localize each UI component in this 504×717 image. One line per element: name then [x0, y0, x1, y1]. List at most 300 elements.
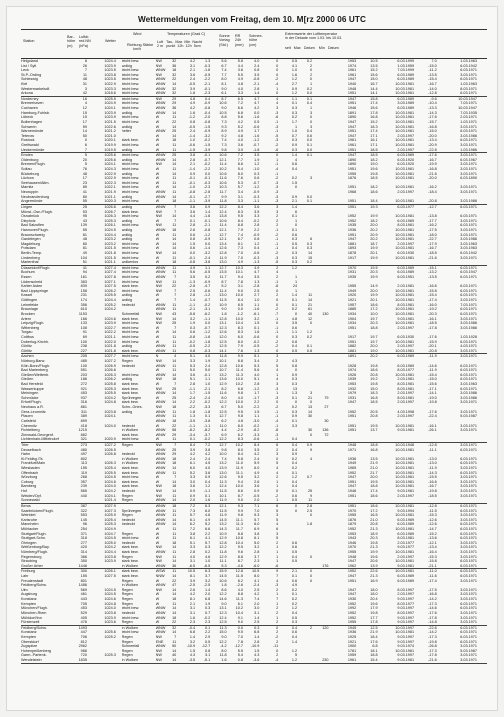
cell-td: -3.8	[203, 260, 211, 265]
cell-emaxd: 6.03.1989	[397, 270, 415, 275]
cell-emind: 6.03.1971	[460, 363, 477, 368]
cell-wx: leicht bew.	[121, 86, 140, 91]
cell-t: 3.2	[189, 316, 196, 321]
cell-baro: 357	[80, 479, 87, 484]
cell-tmin: 7.8	[237, 639, 243, 644]
cell-press: 1022.1	[104, 185, 116, 190]
cell-sun: 2	[276, 265, 279, 270]
cell-td: 3.2	[205, 578, 211, 583]
table-body	[21, 59, 487, 702]
cell-emin: -21.1	[428, 563, 437, 568]
cell-emin: -17.3	[428, 634, 437, 639]
cell-td: -5.1	[203, 658, 211, 662]
cell-tmax: 13.6	[219, 377, 227, 382]
cell-wx: stark bew.	[121, 549, 139, 554]
cell-tmax: 11.4	[219, 288, 227, 293]
cell-since: 1952	[347, 615, 357, 620]
cell-tmin: 9.1	[237, 615, 243, 620]
cell-t: 4.2	[189, 59, 196, 63]
cell-wx: Regen	[121, 493, 133, 498]
cell-rr: 0.3	[291, 334, 298, 339]
cell-td: 0.2	[205, 275, 211, 280]
cell-td: -2.2	[203, 77, 211, 82]
cell-t5: 0.6	[254, 176, 260, 181]
cell-emin: -15.0	[428, 63, 437, 68]
cell-emax: 19.7	[370, 334, 378, 339]
cell-wx: leicht bew.	[121, 190, 140, 195]
cell-tmin: 9.3	[237, 503, 243, 508]
cell-emax: 21.3	[370, 545, 378, 550]
cell-station: Nürnberg/Flugh.	[21, 549, 49, 554]
cell-sun: -2	[274, 339, 279, 344]
cell-press: 1024.6	[104, 479, 116, 484]
cell-station: Cuxhaven	[21, 106, 38, 111]
cell-emin: -22.8	[428, 147, 437, 152]
cell-wx: leicht bew.	[121, 119, 140, 124]
cell-tmin: 10.0	[235, 316, 243, 321]
cell-rr: 0.1	[291, 574, 298, 579]
cell-emaxd: 10.03.1948	[395, 442, 415, 447]
cell-wx: wolkig	[121, 409, 133, 414]
cell-emin: -21.6	[428, 658, 437, 662]
cell-ws: 11	[172, 368, 177, 373]
cell-emax: 13.5	[370, 63, 378, 68]
cell-press: 1022.9	[104, 176, 116, 181]
cell-td: 3.6	[205, 470, 211, 475]
cell-rr: 0.2	[291, 587, 298, 592]
cell-tmin: 9.4	[237, 275, 243, 280]
cell-ws: 11	[172, 167, 177, 172]
cell-since: 1952	[347, 526, 357, 531]
cell-wd: WNW	[155, 513, 166, 518]
cell-t5: -0.6	[252, 250, 260, 255]
cell-emax: 21.3	[370, 526, 378, 531]
cell-tmin: 8.8	[237, 554, 243, 559]
cell-wd: WNW	[155, 563, 166, 568]
cell-wd: W	[155, 578, 160, 583]
cell-ws: 11	[172, 536, 177, 541]
cell-emaxd: 6.03.1989	[397, 72, 415, 77]
cell-emax: 18.2	[370, 185, 378, 190]
cell-wx: leicht bew.	[121, 59, 140, 63]
cell-rr: 0.4	[291, 461, 298, 466]
cell-emax: 17.2	[370, 307, 378, 312]
cell-td: -0.9	[203, 129, 211, 134]
cell-emind: 6.03.1971	[460, 288, 477, 293]
cell-emax: 20.3	[370, 321, 378, 326]
cell-tmin: 9.0	[237, 620, 243, 625]
cell-press: 1026.9	[104, 363, 116, 368]
cell-t5: 6.1	[254, 536, 260, 541]
cell-emin: -14.3	[428, 470, 437, 475]
cell-press: 1022.0	[104, 339, 116, 344]
cell-baro: 81	[82, 232, 87, 237]
cell-wd: NW	[155, 250, 162, 255]
cell-td: -2.3	[203, 91, 211, 96]
cell-wx: leicht bew.	[121, 214, 140, 219]
cell-emind: 5.03.1987	[460, 414, 477, 419]
cell-since: 1939	[347, 377, 357, 382]
cell-station: Braunschweig	[21, 232, 45, 237]
cell-wd: WNW	[155, 363, 166, 368]
cell-t: -2.5	[188, 583, 196, 588]
cell-tmax: 11.6	[219, 176, 227, 181]
cell-td: 4.0	[205, 354, 211, 359]
cell-baro: 11	[83, 72, 87, 77]
cell-ws: 14	[172, 391, 177, 396]
cell-t: 1.9	[189, 321, 196, 326]
cell-wd: W	[155, 423, 160, 428]
cell-ws: 32	[172, 625, 177, 630]
cell-emax: 19.9	[370, 275, 378, 280]
cell-wx: leicht bew.	[121, 615, 140, 620]
cell-ws: 29	[172, 101, 177, 106]
cell-wd: NW	[155, 72, 162, 77]
cell-wd: WNW	[155, 470, 166, 475]
cell-emind: 1.03.1928	[460, 334, 477, 339]
cell-wd: W	[155, 180, 160, 185]
cell-t: 5.3	[189, 363, 196, 368]
cell-emax: 20.0	[370, 288, 378, 293]
cell-station: Gera-Leumnitz	[21, 409, 46, 414]
cell-wx: Regen	[121, 531, 133, 536]
station-group	[21, 504, 487, 570]
cell-wx: leicht bew.	[121, 180, 140, 185]
cell-wd: NW	[155, 442, 162, 447]
cell-wx: stark bew.	[121, 569, 139, 574]
cell-baro: 321	[80, 437, 87, 442]
cell-emax: 19.7	[370, 339, 378, 344]
cell-station: Stuttgart-Schn.	[21, 536, 47, 541]
cell-snow: 0	[310, 578, 313, 583]
cell-since: 1952	[347, 569, 357, 574]
cell-since: 1947	[347, 237, 357, 242]
cell-emind: 10.03.1947	[458, 106, 477, 111]
cell-since: 1885	[347, 307, 357, 312]
cell-wx: leicht bew.	[121, 101, 140, 106]
cell-sun: 1	[276, 545, 279, 550]
cell-wd: WNW	[155, 86, 166, 91]
cell-rr: 0.3	[291, 409, 298, 414]
cell-emin: -12.8	[428, 503, 437, 508]
cell-ws: 32	[172, 59, 177, 63]
cell-td: -0.2	[203, 437, 211, 442]
cell-td: -2.7	[203, 194, 211, 199]
cell-ws: 7	[174, 475, 177, 480]
cell-t5: -3.6	[252, 658, 260, 662]
cell-t5: 2.0	[254, 498, 260, 503]
cell-press: 1025.5	[104, 391, 116, 396]
cell-emaxd: 2.03.1997	[397, 133, 415, 138]
cell-tmin: 8.6	[237, 489, 243, 494]
cell-baro: 49	[82, 250, 87, 255]
cell-tmax: 12.1	[219, 157, 227, 162]
cell-sun: 0	[276, 400, 279, 405]
cell-emind: 3.03.1971	[460, 597, 477, 602]
cell-snow: 0.1	[306, 199, 313, 204]
cell-emind: 3.03.1986	[460, 237, 477, 242]
cell-emaxd: 10.03.1981	[395, 339, 415, 344]
cell-emin: -17.6	[428, 334, 437, 339]
cell-td: -1.5	[203, 142, 211, 147]
cell-baro: 91	[82, 330, 87, 335]
cell-press: 1024.5	[104, 587, 116, 592]
cell-sun: 3	[276, 382, 279, 387]
cell-press: 1026.2	[104, 377, 116, 382]
cell-tmax: 10.6	[219, 218, 227, 223]
cell-emaxd: 6.03.1920	[397, 157, 415, 162]
cell-emaxd: 10.03.1981	[395, 227, 415, 232]
cell-ws: 11	[172, 470, 177, 475]
cell-emin: -16.0	[428, 302, 437, 307]
cell-td: 0.4	[205, 96, 211, 101]
cell-since: 1955	[347, 549, 357, 554]
cell-wx: Schn.-Gries.	[121, 405, 143, 410]
cell-emax: 21.7	[370, 470, 378, 475]
cell-tmin: -2.6	[236, 583, 243, 588]
cell-tmin: 7.2	[237, 153, 243, 158]
cell-since: 1926	[347, 372, 357, 377]
cell-t: 0.0	[189, 250, 196, 255]
cell-since: 1935	[347, 275, 357, 280]
cell-tmin: 8.8	[237, 223, 243, 228]
cell-station: Berus	[21, 503, 31, 508]
cell-emind: 3.03.1971	[460, 644, 477, 649]
cell-station: Helgoland	[21, 59, 38, 63]
cell-tmax: 11.5	[219, 508, 227, 513]
cell-station: Norderney	[21, 96, 39, 101]
cell-station: Augsburg	[21, 592, 38, 597]
cell-emind: 3.03.1971	[460, 658, 477, 662]
cell-rr: 0.9	[291, 372, 298, 377]
cell-emaxd: 10.03.1981	[395, 456, 415, 461]
cell-baro: 161	[80, 275, 87, 280]
cell-since: 1953	[347, 531, 357, 536]
cell-press: 1021.5	[104, 255, 116, 260]
cell-wx: leicht bew.	[121, 82, 140, 87]
cell-td: 0.9	[205, 475, 211, 480]
cell-emaxd: 10.03.1981	[395, 298, 415, 303]
cell-station: Schwerin	[21, 124, 37, 129]
cell-emaxd: 10.03.1981	[395, 526, 415, 531]
cell-tmin: 9.0	[237, 498, 243, 503]
cell-t5: 1.5	[254, 321, 260, 326]
cell-tmax: 11.4	[219, 223, 227, 228]
cell-emind: 3.03.1971	[460, 489, 477, 494]
cell-td: -6.5	[203, 563, 211, 568]
cell-t5: 3.2	[254, 545, 260, 550]
cell-t: 5.1	[189, 377, 196, 382]
cell-emin: -18.4	[428, 190, 437, 195]
cell-ws: 18	[172, 260, 177, 265]
cell-baro: 23	[82, 180, 87, 185]
cell-snow: 3	[310, 391, 313, 396]
cell-rr: 0.6	[291, 493, 298, 498]
cell-since: 1952	[347, 214, 357, 219]
cell-t: 4.0	[189, 554, 196, 559]
cell-t: 2.8	[189, 157, 196, 162]
cell-since: 1961	[347, 138, 357, 143]
cell-tmin: 4.0	[237, 395, 243, 400]
cell-t5: -1.8	[252, 147, 260, 152]
cell-since: 1951	[347, 493, 357, 498]
cell-sun: 7	[276, 574, 279, 579]
cell-wx: bedeckt	[121, 363, 135, 368]
cell-wd: NW	[155, 284, 162, 289]
cell-station: Westermarkelsdf.	[21, 86, 51, 91]
cell-emind: 3.03.1963	[460, 241, 477, 246]
cell-t: -8.2	[188, 428, 196, 433]
cell-emin: -15.9	[428, 339, 437, 344]
cell-wx: leicht bew.	[121, 167, 140, 172]
cell-t5: 7.4	[254, 597, 260, 602]
cell-t5: 0.1	[254, 325, 260, 330]
cell-rr: 0.3	[291, 620, 298, 625]
cell-snowh: 27	[324, 405, 329, 410]
cell-emax: 19.9	[370, 549, 378, 554]
cell-press: 1026.8	[104, 452, 116, 457]
cell-sun: -5	[274, 133, 279, 138]
cell-baro: 15	[82, 110, 87, 115]
cell-press: 1025.3	[104, 218, 116, 223]
cell-press: 1023.8	[104, 610, 116, 615]
cell-t: -0.8	[188, 260, 196, 265]
cell-rr: 0.6	[291, 540, 298, 545]
cell-emin: 7.0	[431, 59, 437, 63]
cell-t: 3.1	[189, 559, 196, 564]
cell-sun: -3	[274, 583, 279, 588]
cell-wd: W	[155, 536, 160, 541]
cell-ws: 14	[172, 522, 177, 527]
cell-tmin: 4.4	[237, 63, 243, 68]
cell-emin: -14.6	[428, 363, 437, 368]
cell-sun: -1	[274, 423, 279, 428]
cell-tmin: 9.8	[237, 391, 243, 396]
cell-rr: 0.5	[291, 549, 298, 554]
cell-emin: -19.8	[428, 489, 437, 494]
cell-sun: -3	[274, 110, 279, 115]
cell-wd: WNW	[155, 194, 166, 199]
cell-td: 2.3	[205, 620, 211, 625]
cell-td: 4.0	[205, 466, 211, 471]
cell-emaxd: 10.03.1981	[395, 513, 415, 518]
cell-emin: -17.6	[428, 153, 437, 158]
cell-since: 1951	[347, 91, 357, 96]
cell-tmax: 1.8	[221, 583, 227, 588]
cell-ws: 18	[172, 540, 177, 545]
cell-rr: 0.1	[291, 302, 298, 307]
station-group	[21, 354, 487, 443]
cell-station: Zinnwald-Georgenf.	[21, 432, 54, 437]
cell-tmax: 13.1	[219, 606, 227, 611]
cell-wx: stark bew.	[121, 382, 139, 387]
col-header-wetter: Wetter	[105, 39, 116, 43]
cell-tmin: 0.8	[237, 658, 243, 662]
cell-emaxd: 2.03.1977	[397, 540, 415, 545]
cell-since: 1945	[347, 625, 357, 630]
cell-t5: -0.6	[252, 124, 260, 129]
cell-snow: 0.7	[306, 475, 313, 480]
cell-wd: W	[155, 620, 160, 625]
cell-since: 1951	[347, 199, 357, 204]
cell-t: -1.3	[188, 279, 196, 284]
cell-emin: -15.5	[428, 475, 437, 480]
cell-tmax: 13.2	[219, 461, 227, 466]
cell-press: 1026.5	[104, 447, 116, 452]
cell-tmax: 12.6	[219, 246, 227, 251]
cell-emin: -20.1	[428, 344, 437, 349]
cell-wd: NW	[155, 223, 162, 228]
cell-ws: 14	[172, 592, 177, 597]
cell-wd: W	[155, 339, 160, 344]
cell-rr: 0	[294, 223, 298, 228]
station-group	[21, 569, 487, 625]
cell-wd: NW	[155, 489, 162, 494]
cell-td: -12.7	[201, 644, 211, 649]
cell-since: 1951	[347, 204, 357, 209]
cell-td: 6.6	[205, 526, 211, 531]
cell-baro: 96	[82, 522, 87, 527]
cell-baro: 350	[80, 559, 87, 564]
cell-wx: Regen	[121, 498, 133, 503]
cell-baro: 453	[80, 606, 87, 611]
cell-t: 6.1	[189, 536, 196, 541]
cell-rr: 0.3	[291, 382, 298, 387]
cell-t5: -0.9	[252, 232, 260, 237]
cell-wd: WNW	[155, 508, 166, 513]
cell-emin: -20.8	[428, 199, 437, 204]
cell-wx: Regen	[121, 359, 133, 363]
cell-td: -2.4	[203, 255, 211, 260]
cell-sun: 4	[276, 101, 279, 106]
cell-press: 1024.4	[104, 59, 116, 63]
cell-t: 2.0	[189, 498, 196, 503]
cell-emin: -11.9	[428, 368, 437, 373]
cell-ws: 11	[172, 180, 177, 185]
cell-td: -3.9	[203, 199, 211, 204]
cell-t5: 3.1	[254, 610, 260, 615]
cell-tmax: 11.8	[219, 354, 227, 359]
cell-tmin: 8.0	[237, 423, 243, 428]
cell-t: 2.4	[189, 77, 196, 82]
cell-station: Soltau	[21, 167, 32, 172]
cell-emin: -17.8	[428, 653, 437, 658]
cell-wd: NW	[155, 648, 162, 653]
cell-emind: 6.03.1971	[460, 91, 477, 96]
cell-emax: 18.7	[370, 241, 378, 246]
cell-press: 1027.2	[104, 442, 116, 447]
cell-snow: 15	[307, 255, 313, 260]
cell-t: -0.1	[188, 176, 196, 181]
cell-wx: leicht bew.	[121, 153, 140, 158]
cell-ws: 14	[172, 214, 177, 219]
cell-tmin: 9.8	[237, 513, 243, 518]
cell-since: 1952	[347, 218, 357, 223]
cell-emax: 20.8	[370, 522, 378, 527]
cell-emind: 3.03.1986	[460, 391, 477, 396]
cell-emax: 20.0	[370, 344, 378, 349]
cell-wd: NW	[155, 321, 162, 326]
cell-t: 3.6	[189, 204, 196, 209]
cell-ws: 11	[172, 279, 177, 284]
cell-tmin: 3.3	[237, 199, 243, 204]
cell-baro: 861	[80, 405, 87, 410]
cell-wx: in Wolken	[121, 625, 139, 630]
cell-wd: WNW	[155, 503, 166, 508]
cell-wd: WNW	[155, 428, 166, 433]
cell-emind: 6.03.1971	[460, 639, 477, 644]
cell-press: 1024.5	[104, 592, 116, 597]
